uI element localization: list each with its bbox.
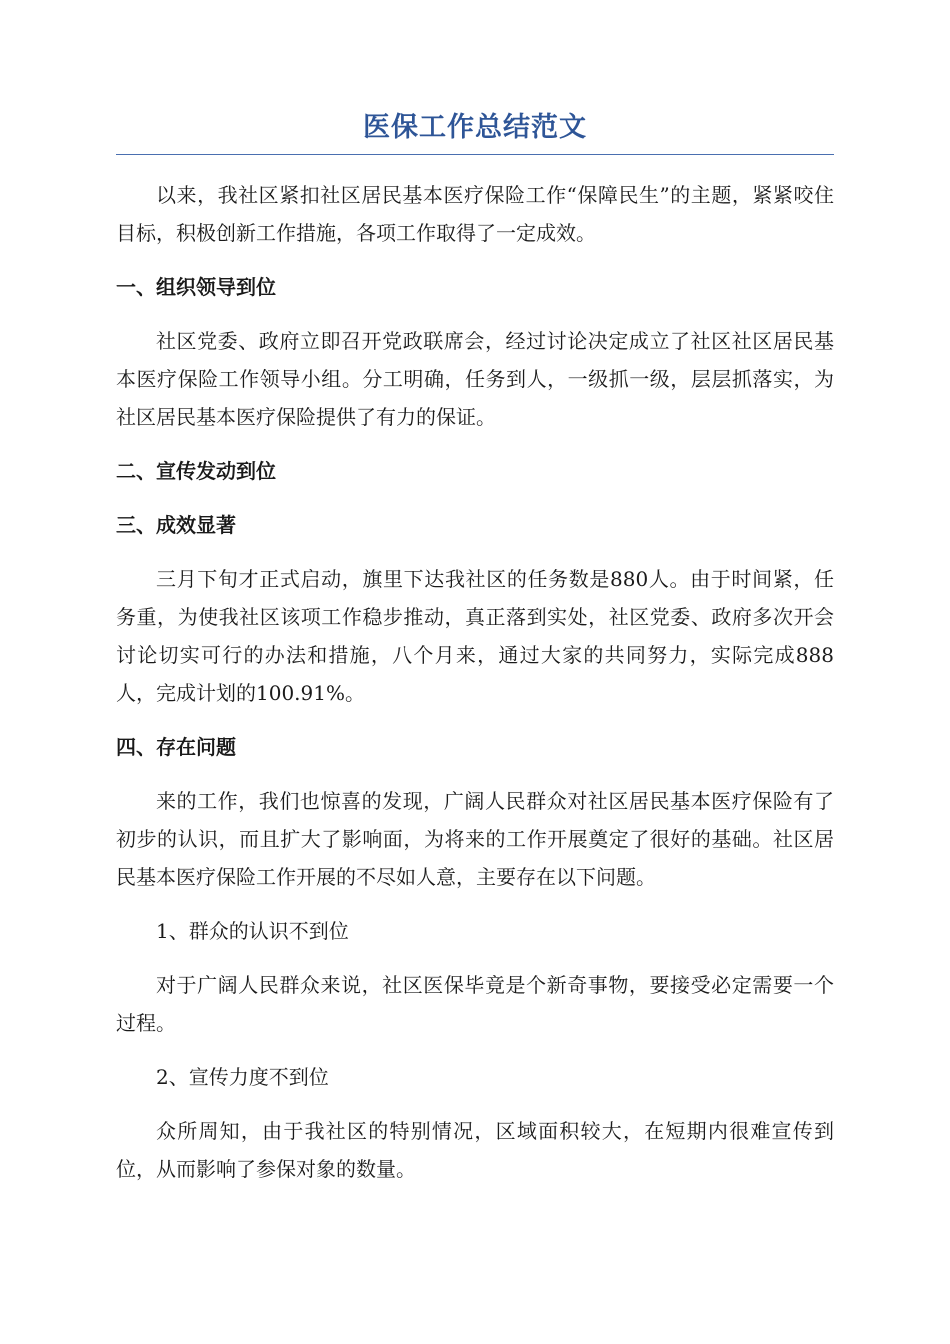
problem-item-2-title: 2、宣传力度不到位 [156,1065,329,1089]
document-page [116,108,834,1188]
document-title: 医保工作总结范文 [363,112,587,143]
section-body-1: 社区党委、政府立即召开党政联席会，经过讨论决定成立了社区社区居民基本医疗保险工作领导小组。分工明确，任务到人，一级抓一级，层层抓落实，为社区居民基本医疗保险提供了有力的保证。 [116,329,834,429]
problem-item-2-body: 众所周知，由于我社区的特别情况，区域面积较大，在短期内很难宣传到位，从而影响了参保对象的数量。 [116,1119,834,1181]
problem-item-1-title: 1、群众的认识不到位 [156,919,349,943]
section-body-4: 来的工作，我们也惊喜的发现，广阔人民群众对社区居民基本医疗保险有了初步的认识，而且扩大了影响面，为将来的工作开展奠定了很好的基础。社区居民基本医疗保险工作开展的不尽如人意，主要存在以下问题。 [116,789,834,889]
section-body-3: 三月下旬才正式启动，旗里下达我社区的任务数是880人。由于时间紧，任务重，为使我社区该项工作稳步推动，真正落到实处，社区党委、政府多次开会讨论切实可行的办法和措施，八个月来，通过大家的共同努力，实际完成888人，完成计划的100.91%。 [116,567,834,705]
section-heading-4: 四、存在问题 [116,735,236,759]
title-underline [116,154,834,155]
intro-paragraph: 以来，我社区紧扣社区居民基本医疗保险工作“保障民生”的主题，紧紧咬住目标，积极创新工作措施，各项工作取得了一定成效。 [116,183,834,245]
problem-item-1-body: 对于广阔人民群众来说，社区医保毕竟是个新奇事物，要接受必定需要一个过程。 [116,973,834,1035]
section-heading-2: 二、宣传发动到位 [116,459,276,483]
section-heading-1: 一、组织领导到位 [116,275,276,299]
section-heading-3: 三、成效显著 [116,513,236,537]
